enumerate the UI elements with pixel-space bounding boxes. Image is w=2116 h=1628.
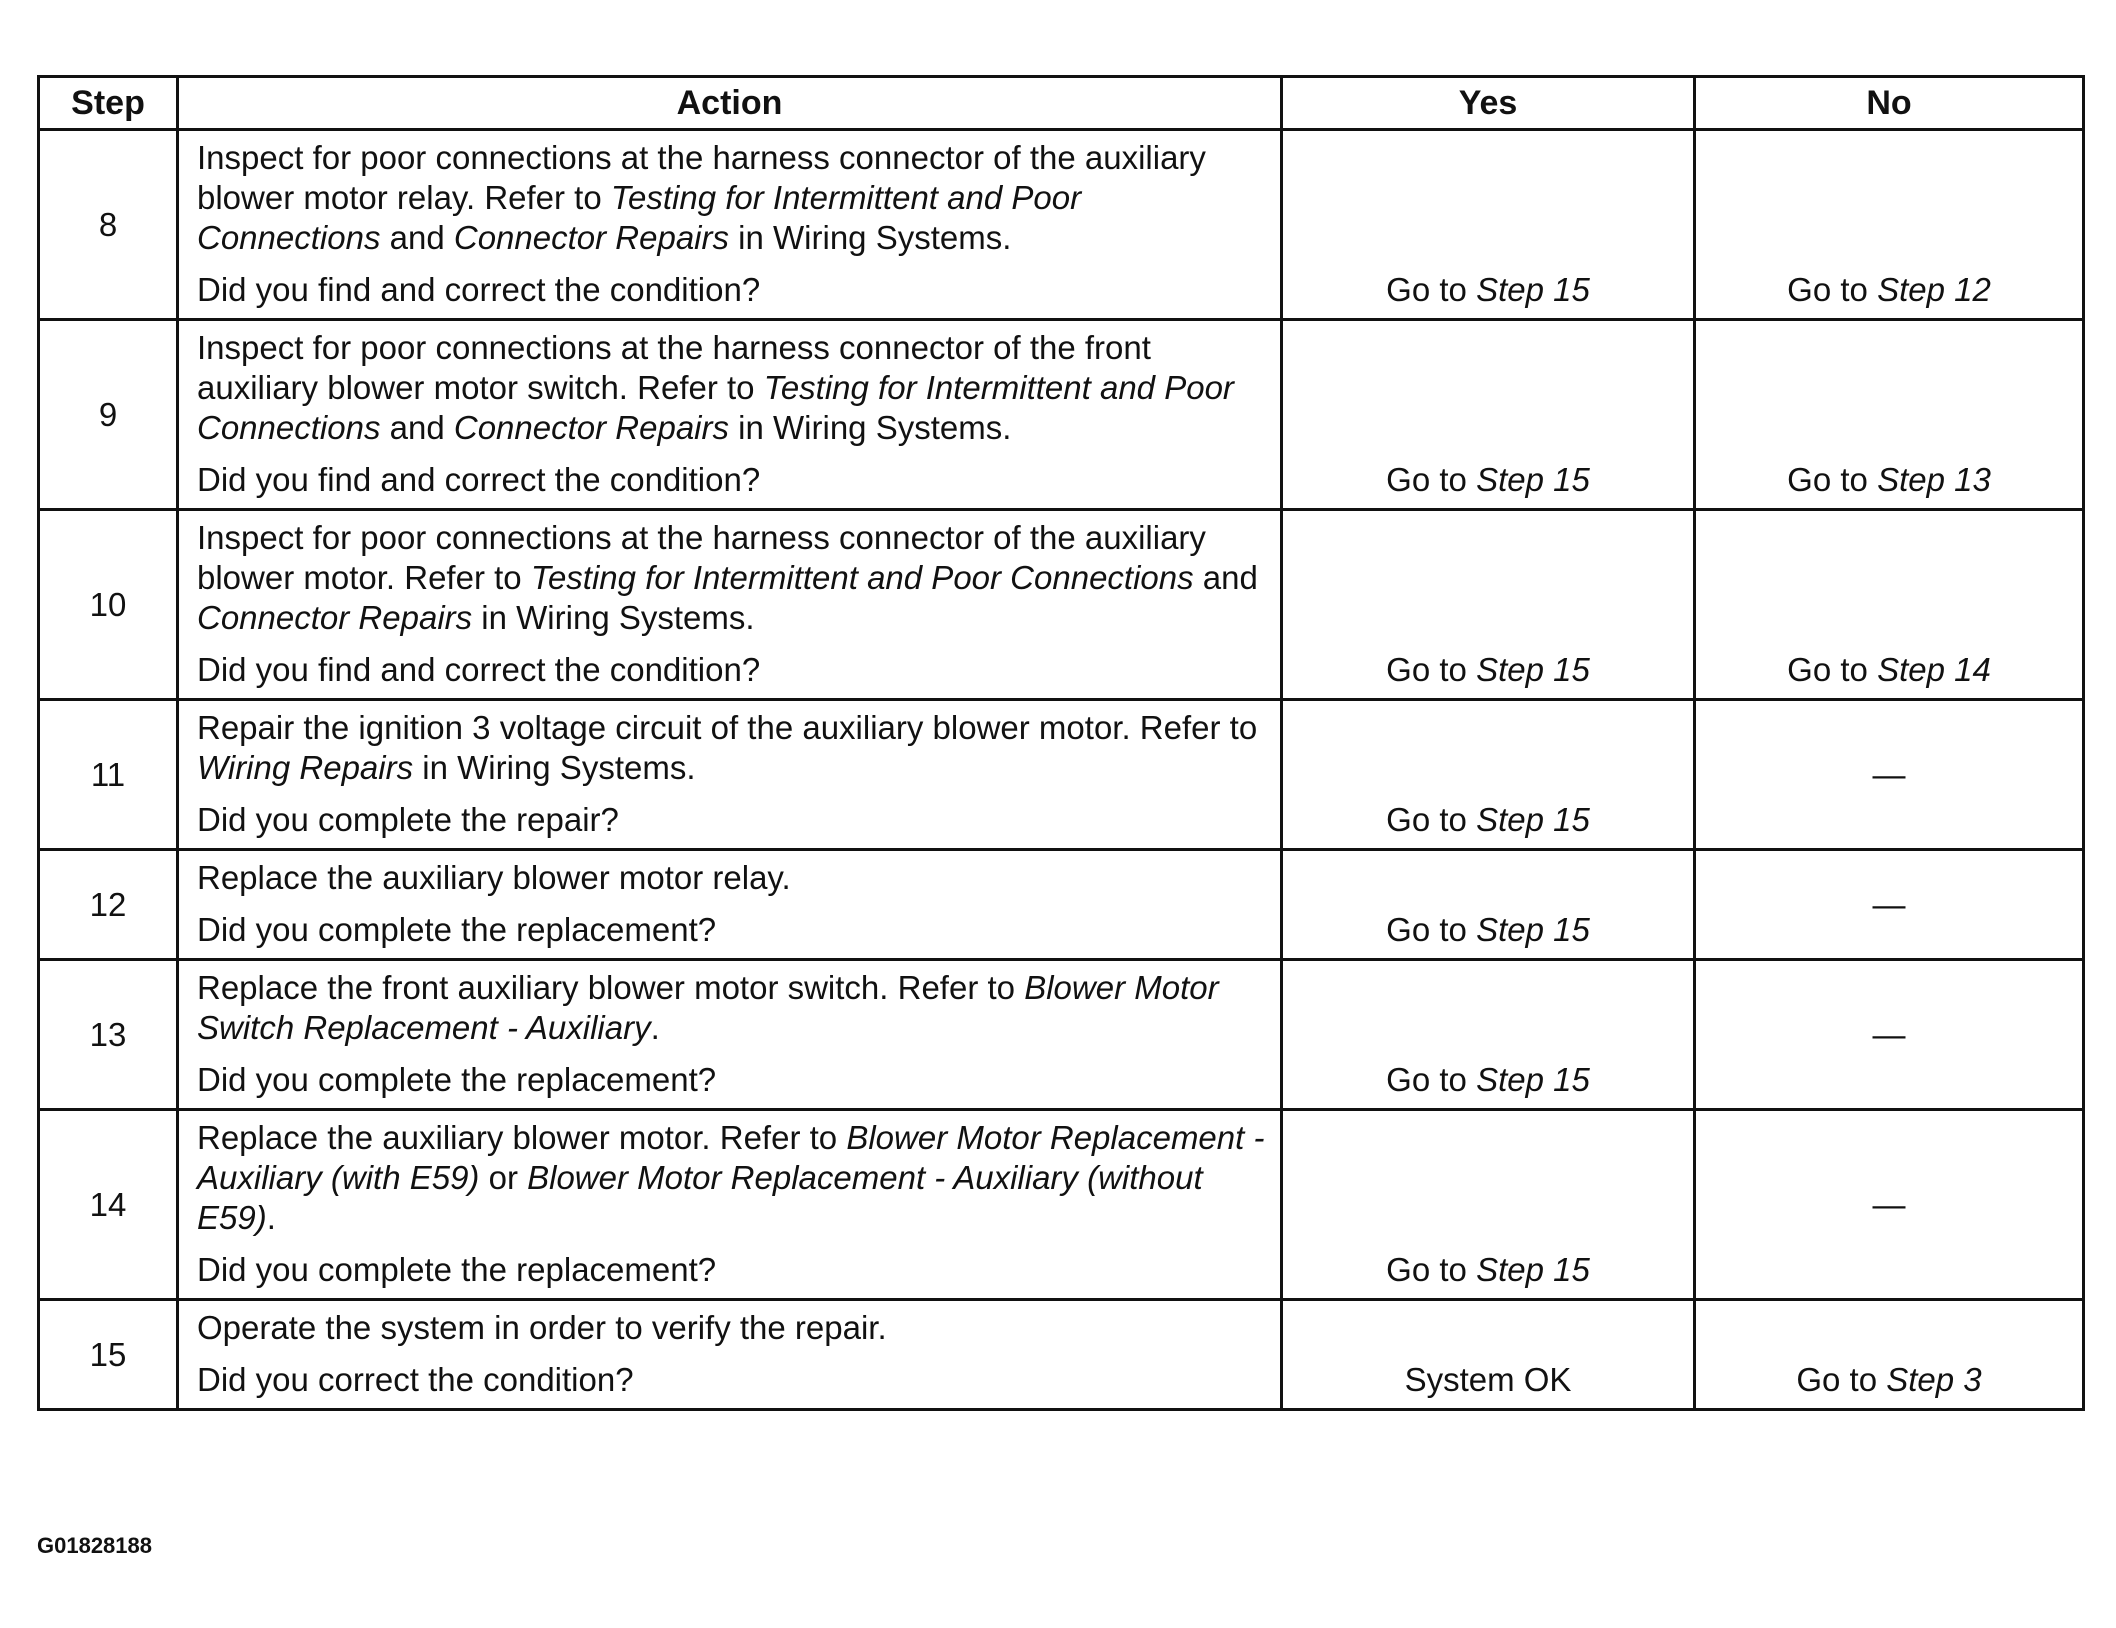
action-reference: Connector Repairs xyxy=(453,219,729,256)
yes-result xyxy=(1282,1300,1695,1410)
action-reference: Blower Motor Replacement - Auxiliary (without E59) xyxy=(197,1159,1203,1236)
no-step-reference: Step 3 xyxy=(1886,1361,1982,1398)
action-reference: Testing for Intermittent and Poor Connections xyxy=(197,369,1234,446)
action-question: Did you find and correct the condition? xyxy=(197,461,761,498)
yes-result xyxy=(1282,960,1695,1110)
yes-result xyxy=(1282,130,1695,320)
no-result-text: Go to xyxy=(1787,651,1878,688)
action-text: in Wiring Systems. xyxy=(729,219,1012,256)
no-result xyxy=(1695,320,2084,510)
action-reference: Wiring Repairs xyxy=(197,749,414,786)
action-text: in Wiring Systems. xyxy=(729,409,1012,446)
no-result-text: — xyxy=(1872,885,1906,923)
no-result-text: — xyxy=(1872,1185,1906,1223)
no-step-reference: Step 12 xyxy=(1877,271,1991,308)
action-text: Inspect for poor connections at the harness connector of the auxiliary blower motor. Refer to xyxy=(197,519,1206,596)
step-number: 10 xyxy=(39,510,178,700)
header-step: Step xyxy=(39,77,178,130)
action-text: and xyxy=(380,409,454,446)
action-text: . xyxy=(266,1199,276,1236)
header-row xyxy=(39,77,2084,130)
step-number: 11 xyxy=(39,700,178,850)
yes-step-reference: Step 15 xyxy=(1476,651,1590,688)
step-number: 13 xyxy=(39,960,178,1110)
yes-step-reference: Step 15 xyxy=(1476,461,1590,498)
yes-step-reference: Step 15 xyxy=(1476,1061,1590,1098)
action-reference: Connector Repairs xyxy=(197,599,473,636)
action-reference: Testing for Intermittent and Poor Connections xyxy=(530,559,1194,596)
action-reference: Testing for Intermittent and Poor Connections xyxy=(197,179,1082,256)
table-row xyxy=(39,320,2084,510)
yes-result xyxy=(1282,320,1695,510)
header-action: Action xyxy=(178,77,1282,130)
yes-result-text: Go to xyxy=(1386,1061,1477,1098)
action-text: Replace the auxiliary blower motor. Refer to xyxy=(197,1119,847,1156)
action-reference: Connector Repairs xyxy=(453,409,729,446)
figure-id: G01828188 xyxy=(37,1533,152,1558)
action-question: Did you correct the condition? xyxy=(197,1361,634,1398)
yes-result-text: Go to xyxy=(1386,1251,1477,1288)
diagnostic-steps-table xyxy=(37,75,2085,1411)
header-no: No xyxy=(1695,77,2084,130)
yes-step-reference: Step 15 xyxy=(1476,801,1590,838)
yes-result xyxy=(1282,850,1695,960)
action-text: Inspect for poor connections at the harness connector of the front auxiliary blower motor switch. Refer to xyxy=(197,329,1151,406)
action-cell xyxy=(178,850,1282,960)
yes-result-text: Go to xyxy=(1386,911,1477,948)
yes-result-text: Go to xyxy=(1386,801,1477,838)
no-result xyxy=(1695,1300,2084,1410)
step-number: 14 xyxy=(39,1110,178,1300)
action-question: Did you complete the replacement? xyxy=(197,1061,717,1098)
yes-step-reference: Step 15 xyxy=(1476,1251,1590,1288)
yes-result-text: Go to xyxy=(1386,651,1477,688)
action-text: Operate the system in order to verify the repair. xyxy=(197,1309,887,1346)
action-text: and xyxy=(1193,559,1258,596)
action-text: . xyxy=(650,1009,660,1046)
no-result xyxy=(1695,1110,2084,1300)
action-question: Did you complete the repair? xyxy=(197,801,619,838)
table-row xyxy=(39,130,2084,320)
yes-result-text: System OK xyxy=(1404,1361,1572,1398)
action-instruction xyxy=(197,858,1270,898)
action-instruction xyxy=(197,708,1270,788)
step-number: 8 xyxy=(39,130,178,320)
action-text: Replace the front auxiliary blower motor switch. Refer to xyxy=(197,969,1025,1006)
action-cell xyxy=(178,510,1282,700)
action-question: Did you find and correct the condition? xyxy=(197,271,761,308)
no-step-reference: Step 13 xyxy=(1877,461,1991,498)
no-result xyxy=(1695,850,2084,960)
action-reference: Blower Motor Replacement - Auxiliary (with E59) xyxy=(197,1119,1265,1196)
table-body xyxy=(39,130,2084,1410)
action-question: Did you complete the replacement? xyxy=(197,1251,717,1288)
action-cell xyxy=(178,960,1282,1110)
table-row xyxy=(39,1300,2084,1410)
no-result-text: Go to xyxy=(1787,271,1878,308)
no-result xyxy=(1695,130,2084,320)
action-instruction xyxy=(197,1308,1270,1348)
action-cell xyxy=(178,1300,1282,1410)
action-question: Did you find and correct the condition? xyxy=(197,651,761,688)
step-number: 12 xyxy=(39,850,178,960)
action-cell xyxy=(178,700,1282,850)
yes-step-reference: Step 15 xyxy=(1476,271,1590,308)
no-result xyxy=(1695,510,2084,700)
no-result-text: Go to xyxy=(1796,1361,1887,1398)
no-result-text: — xyxy=(1872,755,1906,793)
action-text: or xyxy=(479,1159,528,1196)
action-reference: Blower Motor Switch Replacement - Auxiliary xyxy=(197,969,1219,1046)
action-cell xyxy=(178,130,1282,320)
table-row xyxy=(39,700,2084,850)
action-cell xyxy=(178,1110,1282,1300)
action-cell xyxy=(178,320,1282,510)
no-result-text: Go to xyxy=(1787,461,1878,498)
action-text: Inspect for poor connections at the harness connector of the auxiliary blower motor relay. Refer to xyxy=(197,139,1206,216)
no-result xyxy=(1695,960,2084,1110)
action-instruction xyxy=(197,138,1270,258)
yes-result xyxy=(1282,510,1695,700)
no-result xyxy=(1695,700,2084,850)
header-yes: Yes xyxy=(1282,77,1695,130)
table-row xyxy=(39,960,2084,1110)
action-text: Repair the ignition 3 voltage circuit of the auxiliary blower motor. Refer to xyxy=(197,709,1258,746)
action-text: and xyxy=(380,219,454,256)
table-row xyxy=(39,1110,2084,1300)
diagnostic-table-container xyxy=(37,75,2082,1411)
yes-result xyxy=(1282,1110,1695,1300)
yes-result xyxy=(1282,700,1695,850)
step-number: 9 xyxy=(39,320,178,510)
table-row xyxy=(39,850,2084,960)
action-instruction xyxy=(197,968,1270,1048)
action-text: Replace the auxiliary blower motor relay. xyxy=(197,859,791,896)
action-question: Did you complete the replacement? xyxy=(197,911,717,948)
yes-step-reference: Step 15 xyxy=(1476,911,1590,948)
no-result-text: — xyxy=(1872,1015,1906,1053)
step-number: 15 xyxy=(39,1300,178,1410)
action-instruction xyxy=(197,518,1270,638)
yes-result-text: Go to xyxy=(1386,271,1477,308)
table-row xyxy=(39,510,2084,700)
yes-result-text: Go to xyxy=(1386,461,1477,498)
action-text: in Wiring Systems. xyxy=(472,599,755,636)
action-instruction xyxy=(197,328,1270,448)
action-text: in Wiring Systems. xyxy=(413,749,696,786)
action-instruction xyxy=(197,1118,1270,1238)
no-step-reference: Step 14 xyxy=(1877,651,1991,688)
